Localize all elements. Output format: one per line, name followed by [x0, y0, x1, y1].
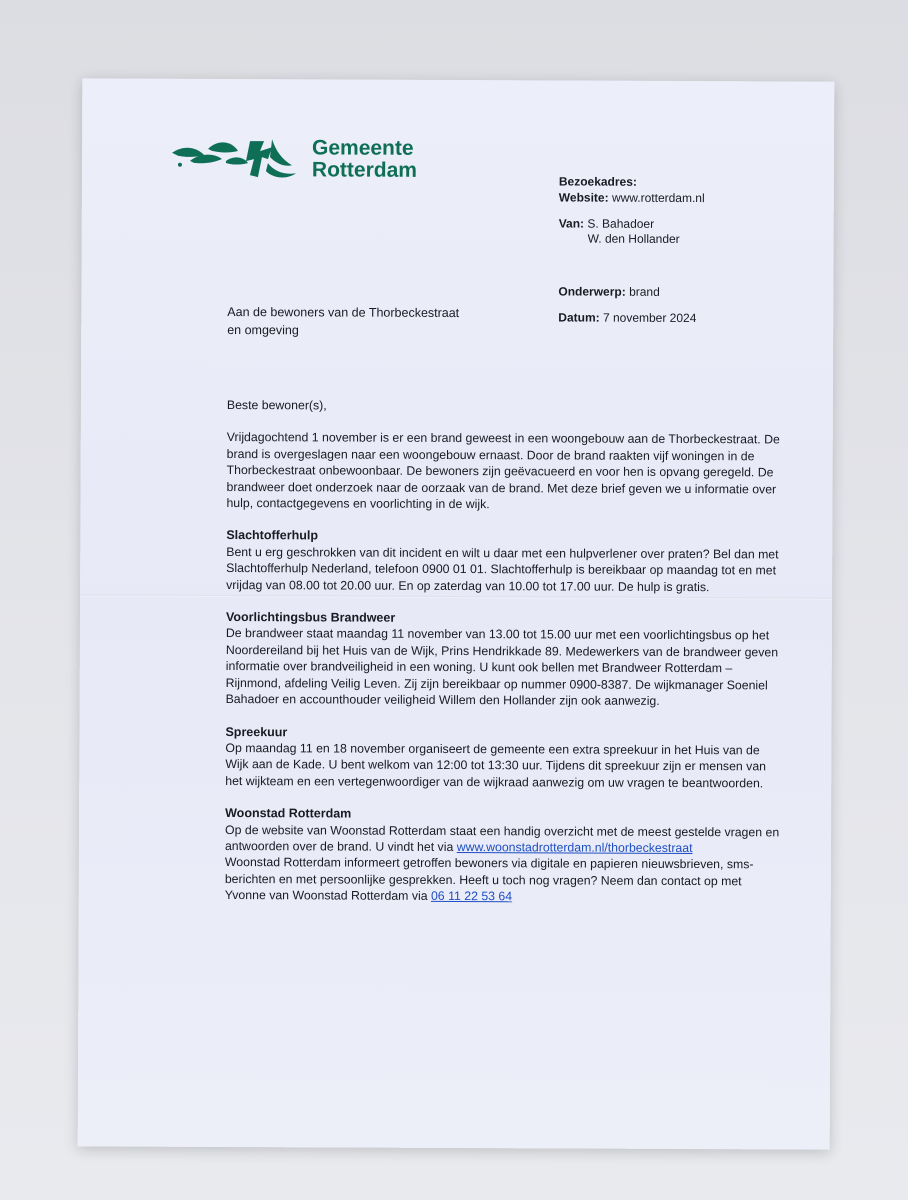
letter-paper — [78, 78, 835, 1149]
van-line — [559, 216, 654, 231]
woonstad-website-link[interactable]: www.woonstadrotterdam.nl/thorbeckestraat — [456, 839, 693, 855]
rotterdam-lion-icon — [168, 131, 300, 188]
bezoekadres-label: Bezoekadres: — [558, 174, 637, 189]
van-value-2: W. den Hollander — [587, 231, 680, 246]
datum-label: Datum: — [558, 310, 600, 325]
gemeente-logo — [168, 131, 417, 188]
woonstad-text-1: Op de website van Woonstad Rotterdam staat een handig overzicht met de meest gestelde vragen en antwoorden over de brand. U vindt het via — [224, 822, 780, 854]
section-text: Op maandag 11 en 18 november organiseert de gemeente een extra spreekuur in het Huis van de Wijk aan de Kade. U bent welkom van 12:00 tot 13:30 uur. Tijdens dit spreekuur zijn er mensen van het wijkteam en een vertegenwoordiger van de wijkraad aanwezig om uw vragen te beantwoorden. — [225, 740, 767, 791]
onderwerp-label: Onderwerp: — [558, 284, 626, 299]
van-label: Van: — [558, 216, 585, 231]
greeting: Beste bewoner(s), — [226, 397, 327, 413]
woonstad-text-2: Woonstad Rotterdam informeert getroffen bewoners via digitale en papieren nieuwsbrieven, sms-berichten en met persoonlijke gesprekken. Heeft u toch nog vragen? Neem dan contact op met Yvonne van Woonstad Rotterdam via — [224, 855, 754, 904]
datum-value: 7 november 2024 — [602, 310, 697, 326]
letter-body — [225, 397, 783, 922]
logo-line-2: Rotterdam — [311, 158, 418, 182]
section-title: Slachtofferhulp — [226, 528, 319, 543]
website-line — [559, 190, 705, 206]
section-text: Bent u erg geschrokken van dit incident en wilt u daar met een hulpverlener over praten? Bel dan met Slachtofferhulp Nederland, telefoon 0900 01 01. Slachtofferhulp is bereikbaar op maandag tot en met vrijdag van 08.00 tot 20.00 uur. En op zaterdag van 10.00 tot 17.00 uur. De hulp is gratis. — [226, 544, 779, 594]
section-text: De brandweer staat maandag 11 november van 13.00 tot 15.00 uur met een voorlichtingsbus op het Noordereiland bij het Huis van de Wijk, Prins Hendrikkade 89. Medewerkers van de brandweer geven informatie over brandveiligheid in een woning. U kunt ook bellen met Brandweer Rotterdam – Rijnmond, afdeling Veilig Leven. Zij zijn bereikbaar op nummer 0900-8387. De wijkmanager Soeniel Bahadoer en accounthouder veiligheid Willem den Hollander zijn ook aanwezig. — [225, 626, 779, 708]
datum-line — [558, 310, 696, 326]
address-line-1: Aan de bewoners van de Thorbeckestraat — [227, 304, 460, 321]
onderwerp-line — [558, 284, 659, 299]
section-spreekuur — [225, 723, 781, 791]
onderwerp-value: brand — [629, 284, 660, 299]
recipient-address — [227, 303, 459, 340]
section-title: Spreekuur — [225, 724, 288, 739]
logo-line-1: Gemeente — [311, 136, 414, 160]
woonstad-phone-link[interactable]: 06 11 22 53 64 — [430, 889, 513, 904]
section-slachtofferhulp — [226, 527, 782, 595]
section-voorlichtingsbus — [226, 609, 782, 710]
website-value: www.rotterdam.nl — [611, 190, 705, 206]
section-title: Voorlichtingsbus Brandweer — [225, 610, 396, 625]
website-label: Website: — [558, 190, 609, 205]
intro-paragraph: Vrijdagochtend 1 november is er een brand geweest in een woongebouw aan de Thorbeckestraat. De brand is overgeslagen naar een woongebouw ernaast. Door de brand raakten vijf woningen in de Thorbeckestraat onbewoonbaar. De bewoners zijn geëvacueerd en voor hen is opvang geregeld. De brandweer doet onderzoek naar de oorzaak van de brand. Met deze brief geven we u informatie over hulp, contactgegevens en voorlichting in de wijk. — [226, 430, 780, 512]
van-value-1: S. Bahadoer — [587, 216, 655, 231]
section-woonstad — [225, 805, 781, 906]
address-line-2: en omgeving — [227, 322, 299, 338]
section-text — [225, 822, 781, 906]
logo-text — [312, 137, 417, 181]
section-title: Woonstad Rotterdam — [225, 806, 352, 821]
